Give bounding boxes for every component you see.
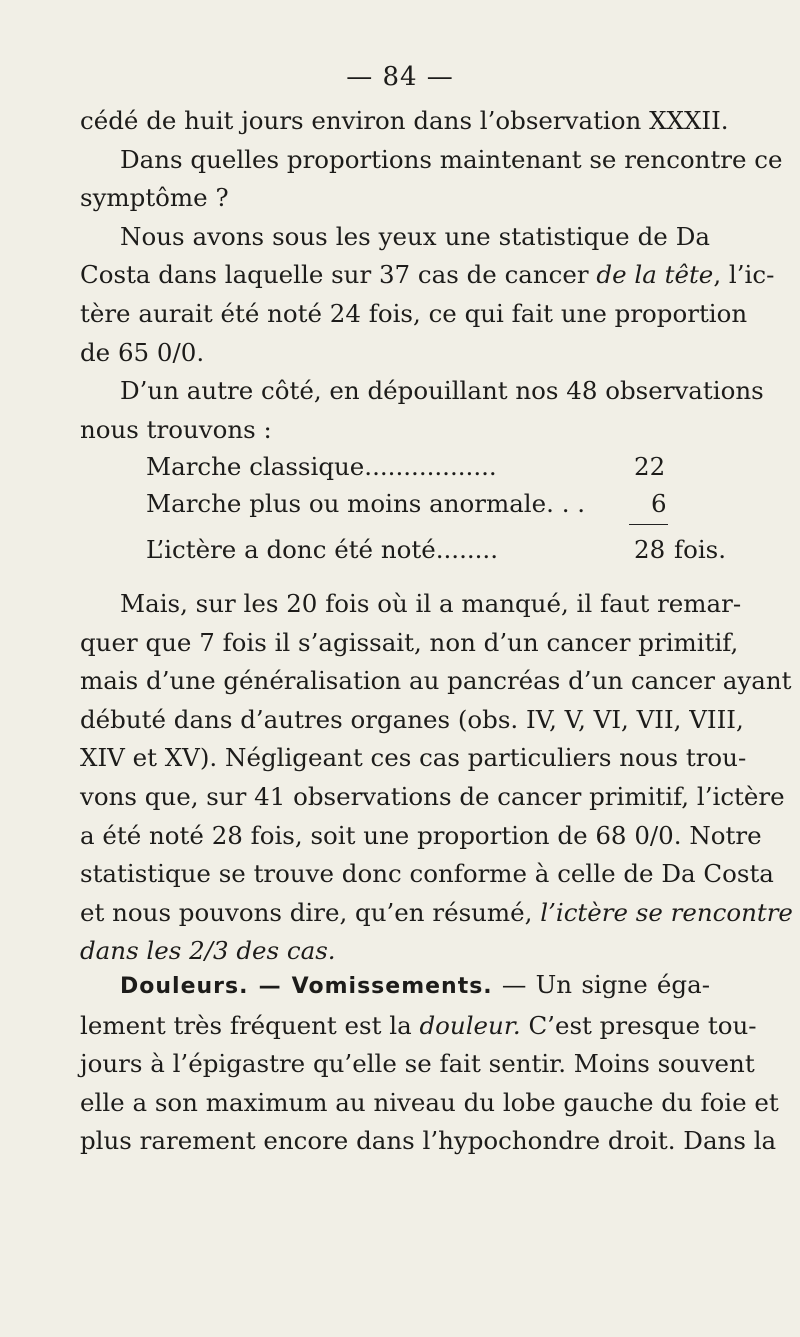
text-line: mais d’une généralisation au pancréas d’un cancer ayant <box>80 666 792 696</box>
text-line: plus rarement encore dans l’hypochondre droit. Dans la <box>80 1126 777 1156</box>
italic-text: de la tête <box>596 260 714 290</box>
text-line <box>80 256 775 295</box>
text-line: D’un autre côté, en dépouillant nos 48 observations <box>120 376 764 406</box>
text-line: Nous avons sous les yeux une statistique de Da <box>120 221 710 251</box>
text-line: vons que, sur 41 observations de cancer primitif, l’ictère <box>80 781 785 811</box>
page-number: — 84 — <box>346 62 454 92</box>
text-line: statistique se trouve donc conforme à celle de Da Costa <box>80 859 774 889</box>
text-span: , l’ic- <box>713 260 775 290</box>
text-line <box>80 966 710 1007</box>
text-line: nous trouvons : <box>80 414 272 444</box>
text-span: lement très fréquent est la <box>80 1010 412 1040</box>
stat-label: Marche classique................. <box>146 452 497 481</box>
text-line: cédé de huit jours environ dans l’observation XXXII. <box>80 106 729 135</box>
stat-row <box>146 489 711 527</box>
italic-text: douleur. <box>419 1010 521 1040</box>
text-span: Costa dans laquelle sur 37 cas de cancer <box>80 260 589 290</box>
text-line: jours à l’épigastre qu’elle se fait sentir. Moins souvent <box>80 1049 755 1079</box>
text-line: débuté dans d’autres organes (obs. IV, V, VI, VII, VIII, <box>80 704 744 734</box>
text-line: XIV et XV). Négligeant ces cas particuliers nous trou- <box>80 743 747 773</box>
text-line: elle a son maximum au niveau du lobe gauche du foie et <box>80 1087 779 1117</box>
stat-total-row <box>146 535 727 573</box>
text-line: a été noté 28 fois, soit une proportion de 68 0/0. Notre <box>80 820 762 850</box>
stat-total-label: L’ictère a donc été noté........ <box>146 535 499 564</box>
text-line <box>80 1007 757 1046</box>
stat-value: 22 <box>634 452 666 481</box>
text-line <box>80 894 793 933</box>
paragraph-1 <box>80 102 783 449</box>
text-line: de 65 0/0. <box>80 337 205 367</box>
stat-total-unit: fois. <box>674 535 727 564</box>
stat-total-value: 28 <box>634 535 666 564</box>
text-span: — Un signe éga- <box>501 970 710 999</box>
text-line: dans les 2/3 des cas. <box>80 936 336 966</box>
text-line: symptôme ? <box>80 183 229 213</box>
stat-label: Marche plus ou moins anormale. . . <box>146 489 586 518</box>
italic-text: l’ictère se rencontre <box>540 897 793 927</box>
sum-rule <box>629 524 668 525</box>
text-line: tère aurait été noté 24 fois, ce qui fait une proportion <box>80 298 748 328</box>
text-line: quer que 7 fois il s’agissait, non d’un cancer primitif, <box>80 627 739 657</box>
text-span: C’est presque tou- <box>528 1010 757 1040</box>
text-line: Mais, sur les 20 fois où il a manqué, il faut remar- <box>120 589 742 618</box>
stat-value: 6 <box>651 489 667 518</box>
paragraph-5 <box>80 966 779 1161</box>
text-span: et nous pouvons dire, qu’en résumé, <box>80 897 533 927</box>
stat-row <box>146 452 711 490</box>
section-heading: Douleurs. — Vomissements. <box>120 974 493 999</box>
text-line: Dans quelles proportions maintenant se rencontre ce <box>120 144 783 174</box>
paragraph-4 <box>80 585 793 971</box>
